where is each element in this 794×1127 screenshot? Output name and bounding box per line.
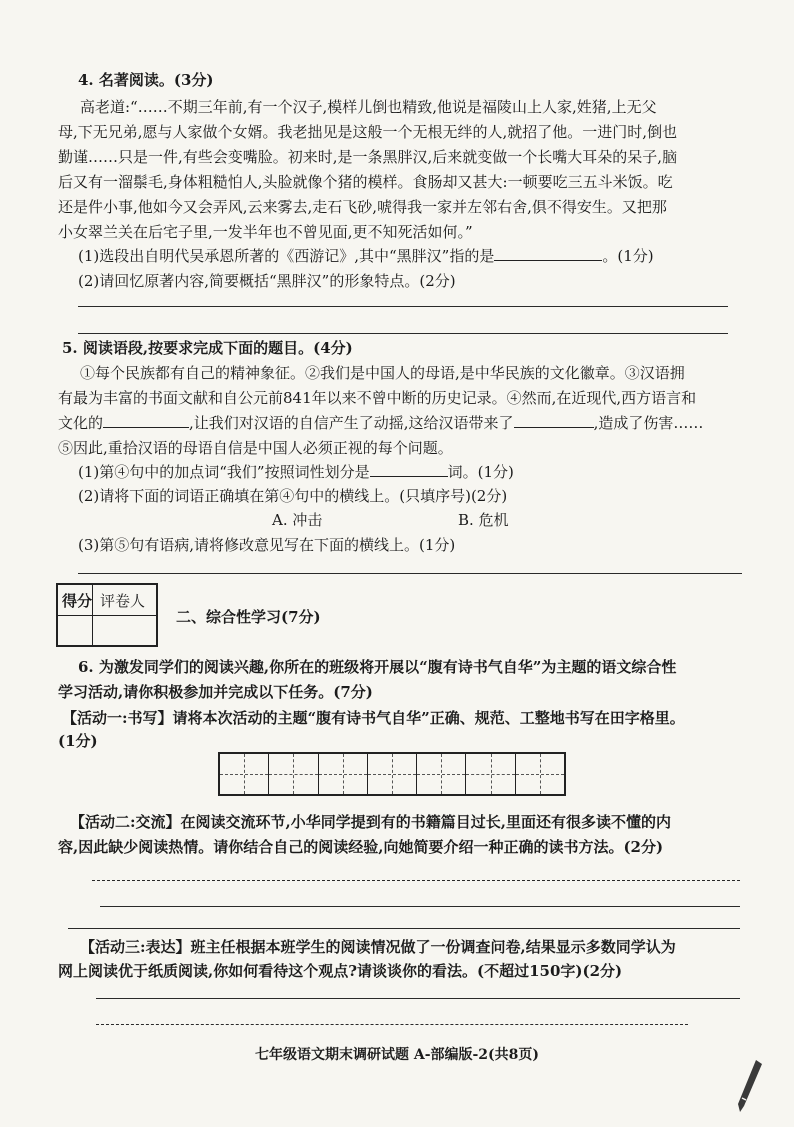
- q5-line3-a: 文化的: [58, 414, 104, 432]
- answer-line[interactable]: [96, 998, 740, 999]
- q6-activity3: 【活动三:表达】班主任根据本班学生的阅读情况做了一份调查问卷,结果显示多数同学认为: [80, 938, 676, 956]
- pen-icon: [734, 1058, 764, 1114]
- grid-cell[interactable]: [269, 754, 318, 794]
- q4-passage-line: 后又有一溜鬃毛,身体粗糙怕人,头脸就像个猪的模样。食肠却又甚大:一顿要吃三五斗米饭。吃: [58, 173, 673, 191]
- q6-activity2: 【活动二:交流】在阅读交流环节,小华同学提到有的书籍篇目过长,里面还有很多读不懂的内: [70, 813, 671, 831]
- q5-option-a: A. 冲击: [272, 511, 323, 529]
- q4-passage-line: 还是件小事,他如今又会弄风,云来雾去,走石飞砂,唬得我一家并左邻右舍,俱不得安生。又把那: [58, 198, 667, 216]
- q5-sub2: (2)请将下面的词语正确填在第④句中的横线上。(只填序号)(2分): [78, 487, 508, 505]
- q6-activity1-score: (1分): [58, 732, 98, 750]
- q5-text-line: ⑤因此,重拾汉语的母语自信是中国人必须正视的每个问题。: [58, 439, 453, 457]
- answer-line[interactable]: [92, 880, 740, 881]
- answer-line[interactable]: [68, 928, 740, 929]
- q6-activity2: 容,因此缺少阅读热情。请你结合自己的阅读经验,向她简要介绍一种正确的读书方法。(2分): [58, 838, 664, 856]
- q5-text-line: ①每个民族都有自己的精神象征。②我们是中国人的母语,是中华民族的文化徽章。③汉语拥: [80, 364, 685, 382]
- q4-title: 4. 名著阅读。(3分): [78, 71, 214, 89]
- answer-line[interactable]: [96, 1024, 688, 1025]
- q5-sub3: (3)第⑤句有语病,请将修改意见写在下面的横线上。(1分): [78, 536, 456, 554]
- tianzige-grid[interactable]: [218, 752, 566, 796]
- q5-title: 5. 阅读语段,按要求完成下面的题目。(4分): [62, 339, 353, 357]
- answer-line[interactable]: [78, 306, 728, 307]
- grid-cell[interactable]: [220, 754, 269, 794]
- q5-text-line: 有最为丰富的书面文献和自公元前841年以来不曾中断的历史记录。④然而,在近现代,西方语言和: [58, 389, 697, 407]
- answer-line[interactable]: [78, 573, 742, 574]
- answer-line[interactable]: [100, 906, 740, 907]
- grid-cell[interactable]: [516, 754, 564, 794]
- grid-cell[interactable]: [417, 754, 466, 794]
- q6-activity1: 【活动一:书写】请将本次活动的主题“腹有诗书气自华”正确、规范、工整地书写在田字格里。: [62, 709, 685, 727]
- q4-passage-line: 母,下无兄弟,愿与人家做个女婿。我老拙见是这般一个无根无绊的人,就招了他。一进门时,倒也: [58, 123, 678, 141]
- q6-line: 6. 为激发同学们的阅读兴趣,你所在的班级将开展以“腹有诗书气自华”为主题的语文综合性: [78, 658, 677, 676]
- q4-sub1: [78, 246, 654, 266]
- score-box: [56, 583, 158, 647]
- q4-sub1-score: 。(1分): [602, 247, 654, 265]
- q4-passage-line: 小女翠兰关在后宅子里,一发半年也不曾见面,更不知死活如何。”: [58, 223, 473, 241]
- q5-blank-2[interactable]: [514, 413, 594, 428]
- grader-label: 评卷人: [100, 592, 146, 610]
- q5-sub1-blank[interactable]: [370, 462, 448, 477]
- section2-title: 二、综合性学习(7分): [176, 608, 321, 626]
- q6-activity3: 网上阅读优于纸质阅读,你如何看待这个观点?请谈谈你的看法。(不超过150字)(2分): [58, 962, 623, 980]
- answer-line[interactable]: [78, 333, 728, 334]
- q5-line3-c: ,造成了伤害……: [593, 414, 704, 432]
- grid-cell[interactable]: [319, 754, 368, 794]
- q5-blank-1[interactable]: [103, 413, 189, 428]
- q5-sub1-text: (1)第④句中的加点词“我们”按照词性划分是: [78, 463, 370, 481]
- q5-line3-b: ,让我们对汉语的自信产生了动摇,这给汉语带来了: [189, 414, 514, 432]
- score-label: 得分: [62, 592, 93, 610]
- q5-sub1: [78, 462, 514, 482]
- q4-sub2: (2)请回忆原著内容,简要概括“黑胖汉”的形象特点。(2分): [78, 272, 456, 290]
- q4-passage-line: 勤谨……只是一件,有些会变嘴脸。初来时,是一条黑胖汉,后来就变做一个长嘴大耳朵的呆子,脑: [58, 148, 678, 166]
- q4-sub1-text: (1)选段出自明代吴承恩所著的《西游记》,其中“黑胖汉”指的是: [78, 247, 495, 265]
- q4-sub1-blank[interactable]: [494, 246, 602, 261]
- q5-sub1-score: 词。(1分): [447, 463, 514, 481]
- grid-cell[interactable]: [466, 754, 515, 794]
- page-footer: 七年级语文期末调研试题 A-部编版-2(共8页): [254, 1047, 540, 1063]
- q5-option-b: B. 危机: [458, 511, 509, 529]
- q6-line: 学习活动,请你积极参加并完成以下任务。(7分): [58, 683, 373, 701]
- q4-passage-line: 高老道:“……不期三年前,有一个汉子,模样儿倒也精致,他说是福陵山上人家,姓猪,上无父: [80, 98, 657, 116]
- q5-text-line-3: [58, 413, 703, 433]
- grid-cell[interactable]: [368, 754, 417, 794]
